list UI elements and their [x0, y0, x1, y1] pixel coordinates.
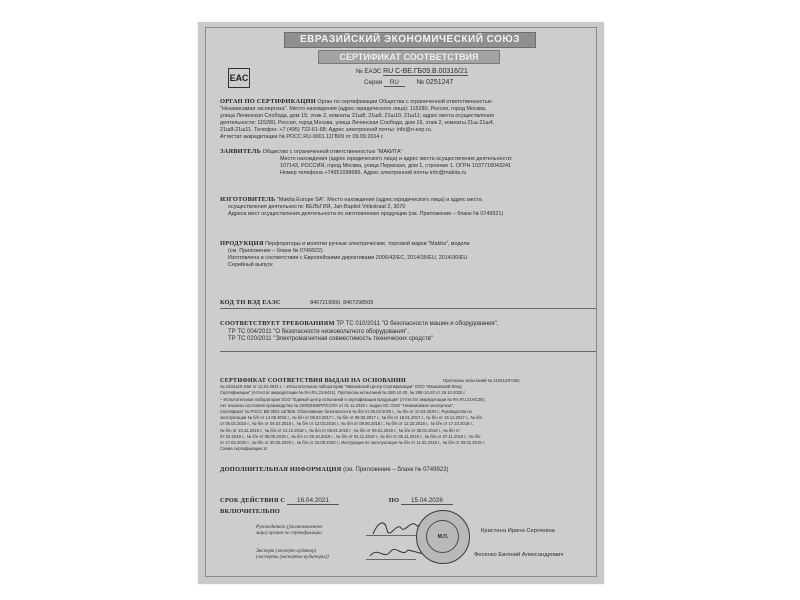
organ-line: деятельности: 115280, Россия, город Москва, улица Ленинская Слобода, дом 19, этаж 2, комнаты 21ш-21ш4,: [220, 120, 495, 126]
certificate-number: RU C-BE.ГБ09.В.00316/21: [383, 68, 468, 75]
product-line: (см. Приложение – бланк № 0749922): [228, 248, 323, 254]
code-label: КОД ТН ВЭД ЕАЭС: [220, 299, 281, 306]
product-line: Перфораторы и молотки ручные электрические, торговой марки "Makita", модели: [265, 241, 470, 247]
head-label-line: Руководитель (уполномоченное: [256, 525, 323, 530]
manufacturer-label: ИЗГОТОВИТЕЛЬ: [220, 196, 276, 203]
series-value: RU: [384, 79, 405, 87]
expert-name: Фесенко Евгений Александрович: [474, 552, 564, 558]
basis-section: [220, 378, 520, 452]
basis-line: – Испытательная лаборатория ООО "Единый центр испытаний и сертификации продукции" (Аттестат аккредитации № RA.RU.21НС28);: [220, 396, 486, 402]
requirements-label: СООТВЕТСТВУЕТ ТРЕБОВАНИЯМ: [220, 320, 335, 327]
head-label-line: лицо) органа по сертификации: [256, 531, 322, 537]
validity-to-label: ПО: [388, 497, 400, 504]
series-label: Серия: [364, 79, 383, 86]
certificate-frame: [205, 27, 597, 577]
validity-label: СРОК ДЕЙСТВИЯ С: [220, 497, 286, 504]
extra-info-section: [220, 466, 448, 474]
product-section: [220, 240, 470, 269]
basis-line: Акт анализа состояния производства № 20/00030КПП/ССРА от 01.11.2020 г. выдан ОС ООО "Независимая экспертиза";: [220, 402, 455, 408]
basis-label: СЕРТИФИКАТ СООТВЕТСТВИЯ ВЫДАН НА ОСНОВАНИИ: [220, 377, 406, 384]
validity-inclusive: [220, 508, 280, 516]
requirements-line: ТР ТС 010/2011 "О безопасности машин и оборудования",: [336, 321, 499, 327]
organ-label: ОРГАН ПО СЕРТИФИКАЦИИ: [220, 98, 316, 105]
validity-inclusive-label: ВКЛЮЧИТЕЛЬНО: [220, 508, 281, 515]
stamp-mp: М.П.: [437, 534, 449, 540]
basis-line: № 210412Л-03И от 12.04.2021 г. – Испытательная лаборатория "Ивановский Центр Сертификации" ООО "Ивановский Фонд: [220, 384, 462, 390]
validity-to: 15.04.2026: [401, 497, 453, 505]
certificate-number-row: [356, 68, 468, 75]
expert-label-line: Эксперт (эксперт-аудитор): [256, 549, 317, 554]
basis-line: от 05.02.2018 г., № б/н от 04.03.2018 г., № б/н от 12.03.2018 г., № б/н от 09.06.2018 г., № б/н от 12.10.2018 г., № б/н от 17.10.2018 г.,: [220, 421, 474, 427]
manufacturer-line: Адреса мест осуществления деятельности по изготовлению продукции (см. Приложение – бланк № 0749921): [228, 211, 504, 217]
certificate-sheet: [198, 22, 604, 584]
manufacturer-line: осуществления деятельности: БЕЛЬГИЯ, Jan-Baptist Vinkstraat 2, 3070: [228, 204, 406, 210]
extra-info-label: ДОПОЛНИТЕЛЬНАЯ ИНФОРМАЦИЯ: [220, 466, 342, 473]
organ-section: [220, 98, 494, 141]
validity-row: [220, 497, 453, 504]
series-number: № 0251247: [416, 79, 454, 86]
series-row: [364, 79, 453, 86]
code-value: 8467219900, 8467298509: [310, 300, 374, 306]
basis-line: № б/н от 13.12.2018 г., № б/н от 12.12.2018 г., № б/н от 08.01.2019 г., № б/н от 09.01.2019 г., № б/н от 30.01.2019 г., № б/н от: [220, 427, 461, 433]
product-line: Серийный выпуск: [228, 262, 273, 268]
organ-line: Орган по сертификации Общества с ограниченной ответственностью: [317, 99, 492, 105]
number-label: № ЕАЭС: [356, 68, 382, 75]
basis-line: Сертификат № РОСС BE.0001.11ГБ09. Обоснование безопасности № б/н от 06.03.2020 г., № б/н от 10.03.2020 г.; Руководства по: [220, 409, 472, 415]
organ-line: улица Ленинская Слобода, дом 19, этаж 2, комнаты 21ш8, 21ш9, 21ш10, 21ш11; адрес места осуществления: [220, 113, 495, 119]
head-signature-label: [256, 525, 322, 538]
divider: [220, 308, 596, 309]
divider: [220, 351, 596, 352]
certification-stamp-icon: [416, 510, 470, 564]
requirements-line: ТР ТС 004/2011 "О безопасности низковольтного оборудования",: [228, 328, 409, 335]
extra-info-value: (см. Приложение – бланк № 0749923): [343, 467, 449, 473]
code-section: [220, 299, 373, 307]
basis-line: Протоколы испытаний № 210412Л-03И,: [443, 378, 521, 383]
organ-line: "Независимая экспертиза". Место нахождения (адрес юридического лица): 115280, Россия, город Москва,: [220, 106, 487, 112]
expert-signature-label: [256, 549, 329, 562]
basis-line: Сертификации" (Аттестат аккредитации № RA.RU.21АИ21). Протоколы испытаний № 28Е-10-20, № 29Е-10-20 от 29.10.2020 г.: [220, 390, 466, 396]
product-line: Изготовлена в соответствии с Европейскими директивами 2006/42/EC, 2014/35/EU, 2014/30/EU: [228, 255, 468, 261]
applicant-line: Номер телефона +74951098686. Адрес электронной почты info@makita.ru: [280, 170, 467, 176]
basis-line: Схема сертификации 1с: [220, 446, 268, 452]
product-label: ПРОДУКЦИЯ: [220, 240, 264, 247]
requirements-line: ТР ТС 020/2011 "Электромагнитная совместимость технических средств": [228, 336, 433, 343]
applicant-line: Место нахождения (адрес юридического лица) и адрес места осуществления деятельности:: [280, 156, 513, 162]
organ-line: 21ш8-21ш11. Телефон: +7 (495) 722-61-68; Адрес электронной почты: info@n-exp.ru.: [220, 127, 433, 133]
expert-label-line: (эксперты (эксперты-аудиторы)): [256, 555, 329, 561]
organ-line: Аттестат аккредитации № РОСС RU.0001.11ГБ09 от 09.09.2014 г.: [220, 134, 384, 140]
union-banner: ЕВРАЗИЙСКИЙ ЭКОНОМИЧЕСКИЙ СОЮЗ: [284, 32, 536, 48]
basis-line: 07.02.2019 г., № б/н от 08.05.2019 г., № б/н от 28.10.2019 г., № б/н от 04.11.2019 г., № б/н от 05.11.2019 г., № б/н от 27.11.2019 г., № б/н: [220, 433, 481, 439]
applicant-line: 107143, РОССИЯ, город Москва, улица Пермская, дом 1, строение 1. ОГРН 1037718043241: [280, 163, 511, 169]
requirements-section: [220, 320, 498, 344]
manufacturer-section: [220, 196, 503, 218]
head-name: Кристина Ирина Сергеевна: [481, 528, 555, 534]
applicant-section: [220, 148, 512, 177]
applicant-label: ЗАЯВИТЕЛЬ: [220, 148, 262, 155]
manufacturer-line: "Makita Europe SA". Место нахождения (адрес юридического лица) и адрес места: [276, 197, 482, 203]
basis-line: эксплуатации № б/н от 14.09.2016 г., № б/н от 09.03.2017 г., № б/н от 06.02.2017 г., № б/н от 18.01.2017 г., № б/н от 15.11.2017 г., № б/н: [220, 415, 482, 421]
eac-mark-icon: ЕАС: [228, 68, 250, 88]
validity-from: 16.04.2021: [287, 497, 339, 505]
applicant-line: Общество с ограниченной ответственностью "МАКИТА": [262, 149, 403, 155]
certificate-title: СЕРТИФИКАТ СООТВЕТСТВИЯ: [318, 50, 500, 64]
basis-line: от 17.02.2020 г., № б/н от 30.06.2020 г., № б/н от 24.08.2020 г.; Инструкции по эксплуатации № б/н от 11.02.2018 г., № б/н от 29.01.2019 г.: [220, 440, 485, 446]
